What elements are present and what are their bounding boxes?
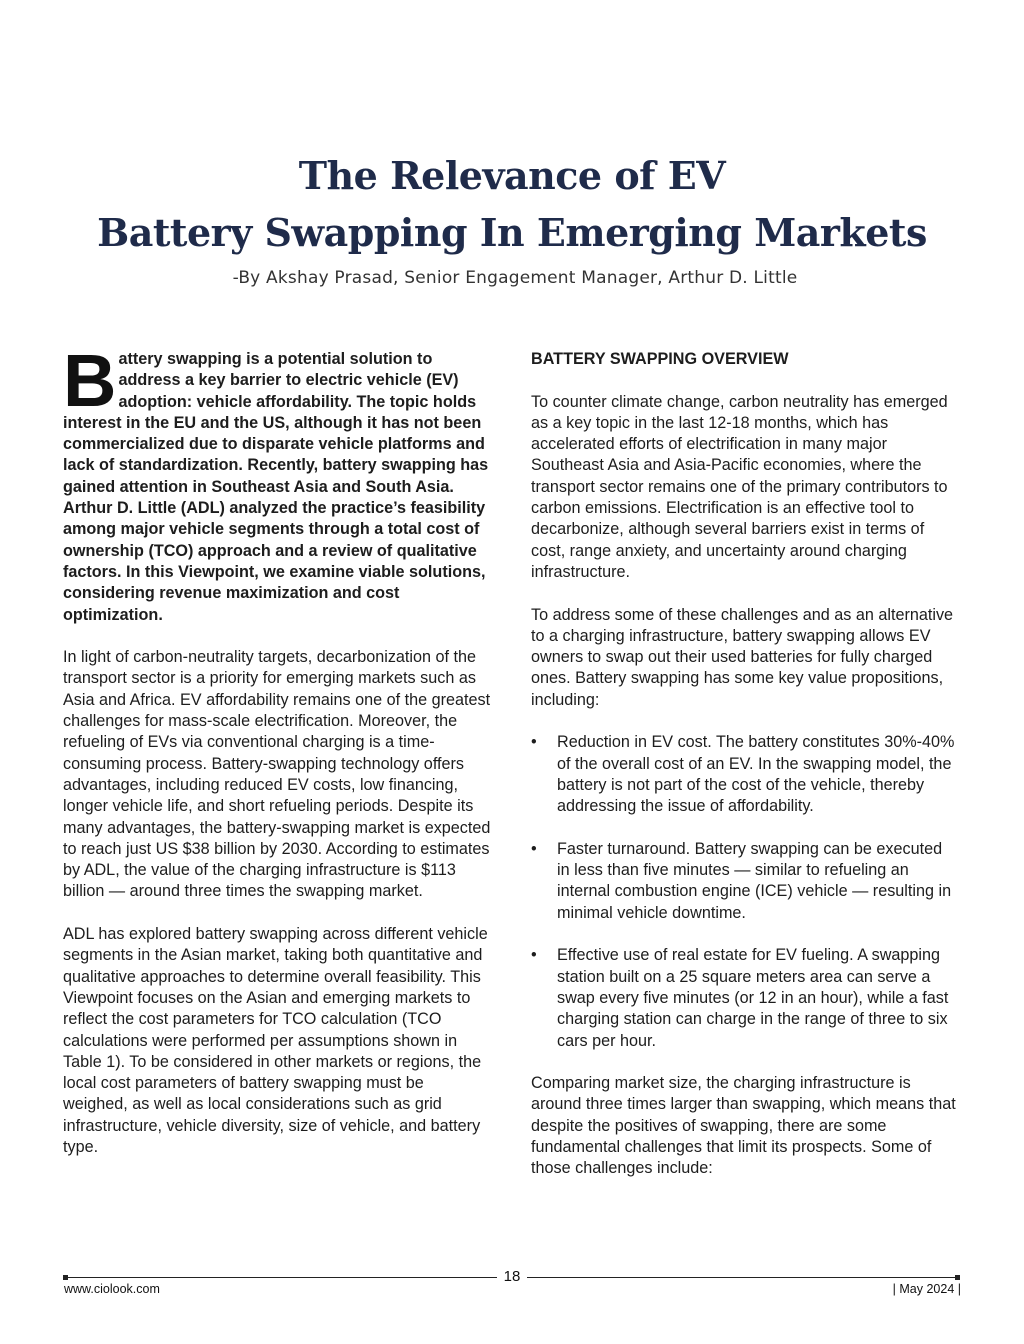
value-propositions-list bbox=[531, 732, 959, 1051]
list-item bbox=[531, 839, 959, 924]
list-item bbox=[531, 732, 959, 817]
bullet-icon: • bbox=[531, 946, 537, 965]
byline: -By Akshay Prasad, Senior Engagement Manager, Arthur D. Little bbox=[232, 268, 798, 288]
left-column bbox=[63, 339, 493, 1180]
bullet-icon: • bbox=[531, 733, 537, 752]
overview-paragraph-2: To address some of these challenges and as an alternative to a charging infrastructure, battery swapping allows EV owners to swap out their used batteries for fully charged ones. Battery swapping has some key value propositions, including: bbox=[531, 605, 954, 709]
list-item bbox=[531, 945, 959, 1051]
list-item-text: Effective use of real estate for EV fueling. A swapping station built on a 25 square meters area can serve a swap every five minutes (or 12 in an hour), while a fast charging station can charge in the range of three to six cars per hour. bbox=[557, 946, 949, 1050]
drop-cap: B bbox=[63, 339, 117, 422]
article-title bbox=[0, 147, 1024, 261]
footer-rule-end-left bbox=[63, 1275, 68, 1280]
footer-rule-end-right bbox=[955, 1275, 960, 1280]
section-heading: BATTERY SWAPPING OVERVIEW bbox=[531, 350, 789, 368]
bullet-icon: • bbox=[531, 839, 537, 858]
list-item-text: Reduction in EV cost. The battery constitutes 30%-40% of the overall cost of an EV. In the swapping model, the battery is not part of the cost of the vehicle, thereby addressing the issue of affordability. bbox=[557, 733, 955, 816]
overview-paragraph-3: Comparing market size, the charging infrastructure is around three times larger than swapping, which means that despite the positives of swapping, there are some fundamental challenges that limit its prospects. Some of those challenges include: bbox=[531, 1074, 956, 1178]
page-number: 18 bbox=[497, 1268, 527, 1285]
footer-website: www.ciolook.com bbox=[64, 1282, 160, 1296]
footer-date: | May 2024 | bbox=[892, 1282, 961, 1296]
lead-paragraph bbox=[63, 339, 493, 626]
lead-text: attery swapping is a potential solution to address a key barrier to electric vehicle (EV) adoption: vehicle affordability. The topic holds interest in the EU and the US, although it has not been commercialized due to disparate vehicle platforms and lack of standardization. Recently, battery swapping has gained attention in Southeast Asia and South Asia. Arthur D. Little (ADL) analyzed the practice’s feasibility among major vehicle segments through a total cost of ownership (TCO) approach and a review of qualitative factors. In this Viewpoint, we examine viable solutions, considering revenue maximization and cost optimization. bbox=[63, 350, 489, 624]
article-title-line-1: The Relevance of EV bbox=[298, 153, 726, 198]
overview-paragraph-1: To counter climate change, carbon neutrality has emerged as a key topic in the last 12-18 months, which has accelerated efforts of electrification in many major Southeast Asia and Asia-Pacific economies, where the transport sector remains one of the primary contributors to carbon emissions. Electrification is an effective tool to decarbonize, although several barriers exist in terms of cost, range anxiety, and uncertainty around charging infrastructure. bbox=[531, 392, 948, 581]
article-title-line-2: Battery Swapping In Emerging Markets bbox=[97, 210, 927, 255]
right-column bbox=[531, 349, 959, 1201]
body-paragraph-1: In light of carbon-neutrality targets, decarbonization of the transport sector is a priority for emerging markets such as Asia and Africa. EV affordability remains one of the greatest challenges for mass-scale electrification. Moreover, the refueling of EVs via conventional charging is a time-consuming process. Battery-swapping technology offers advantages, including reduced EV costs, low financing, longer vehicle life, and short refueling periods. Despite its many advantages, the battery-swapping market is expected to reach just US $38 billion by 2030. According to estimates by ADL, the value of the charging infrastructure is $113 billion — around three times the swapping market. bbox=[63, 648, 491, 901]
body-paragraph-2: ADL has explored battery swapping across different vehicle segments in the Asian market, taking both quantitative and qualitative approaches to determine overall feasibility. This Viewpoint focuses on the Asian and emerging markets to reflect the cost parameters for TCO calculation (TCO calculations were performed per assumptions shown in Table 1). To be considered in other markets or regions, the local cost parameters of battery swapping must be weighed, as well as local considerations such as grid infrastructure, vehicle diversity, size of vehicle, and battery type. bbox=[63, 925, 488, 1156]
list-item-text: Faster turnaround. Battery swapping can be executed in less than five minutes — similar to refueling an internal combustion engine (ICE) vehicle — resulting in minimal vehicle downtime. bbox=[557, 839, 952, 922]
